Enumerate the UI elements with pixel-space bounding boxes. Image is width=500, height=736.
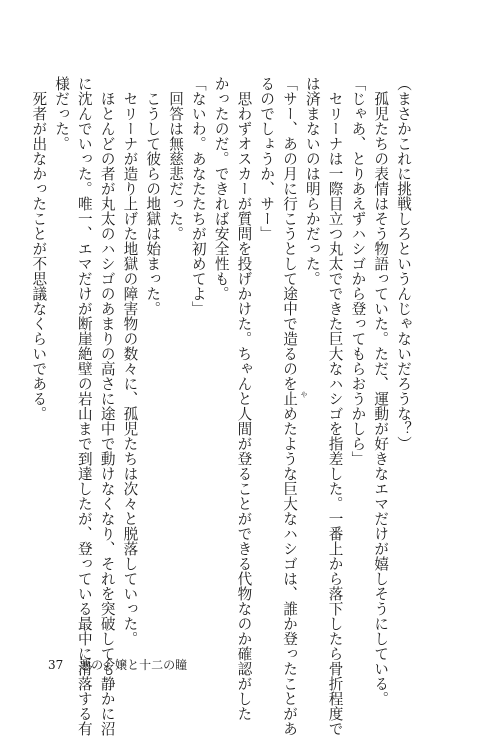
text-line: 「じゃあ、とりあえずハシゴから登ってもらおうかしら」	[349, 76, 367, 466]
text-line: 思わずオスカーが質問を投げかけた。ちゃんと人間が登ることができる代物なのか確認がした	[235, 76, 253, 721]
text-line: 孤児たちの表情はそう物語っていた。ただ、運動が好きなエマだけが嬉しそうにしている。	[372, 76, 390, 706]
text-line: セリーナは一際目立つ丸太でできた巨大なハシゴを指差した。一番上から落下したら骨折程度で	[326, 76, 344, 736]
page-footer	[48, 656, 187, 673]
text-line: セリーナが造り上げた地獄の障害物の数々に、孤児たちは次々と脱落していった。	[121, 76, 139, 646]
text-line: かったのだ。できれば安全性も。	[212, 76, 230, 301]
text-line: ほとんどの者が丸太のハシゴのあまりの高さに途中で動けなくなり、それを突破しても静かに沼	[98, 76, 116, 736]
furigana: や	[300, 391, 309, 399]
text-line-with-ruby: 「サー、あの月に行こうとして途中で造るのを止 や めたような巨大なハシゴは、誰か登ったことがあ	[281, 76, 309, 736]
book-title: 悪の令嬢と十二の瞳	[79, 658, 188, 672]
text-line: 様だった。	[53, 76, 71, 151]
text-line: こうして彼らの地獄は始まった。	[144, 76, 162, 316]
text-line: 死者が出なかったことが不思議なくらいである。	[30, 76, 48, 421]
ruby-base: 止 や	[281, 391, 309, 406]
text-line: 回答は無慈悲だった。	[167, 76, 185, 241]
text-line: に沈んでいった。唯一、エマだけが断崖絶壁の岩山まで到達したが、登っている最中に滑落する有	[75, 76, 93, 736]
text-line: （まさかこれに挑戦しろというんじゃないだろうな？）	[395, 76, 412, 451]
page-number: 37	[48, 658, 64, 672]
text-line: 「ないわ。あなたたちが初めてよ」	[189, 76, 207, 316]
text-line: るのでしょうか、サー」	[258, 76, 276, 241]
text-line: は済まないのは明らかだった。	[303, 76, 321, 286]
